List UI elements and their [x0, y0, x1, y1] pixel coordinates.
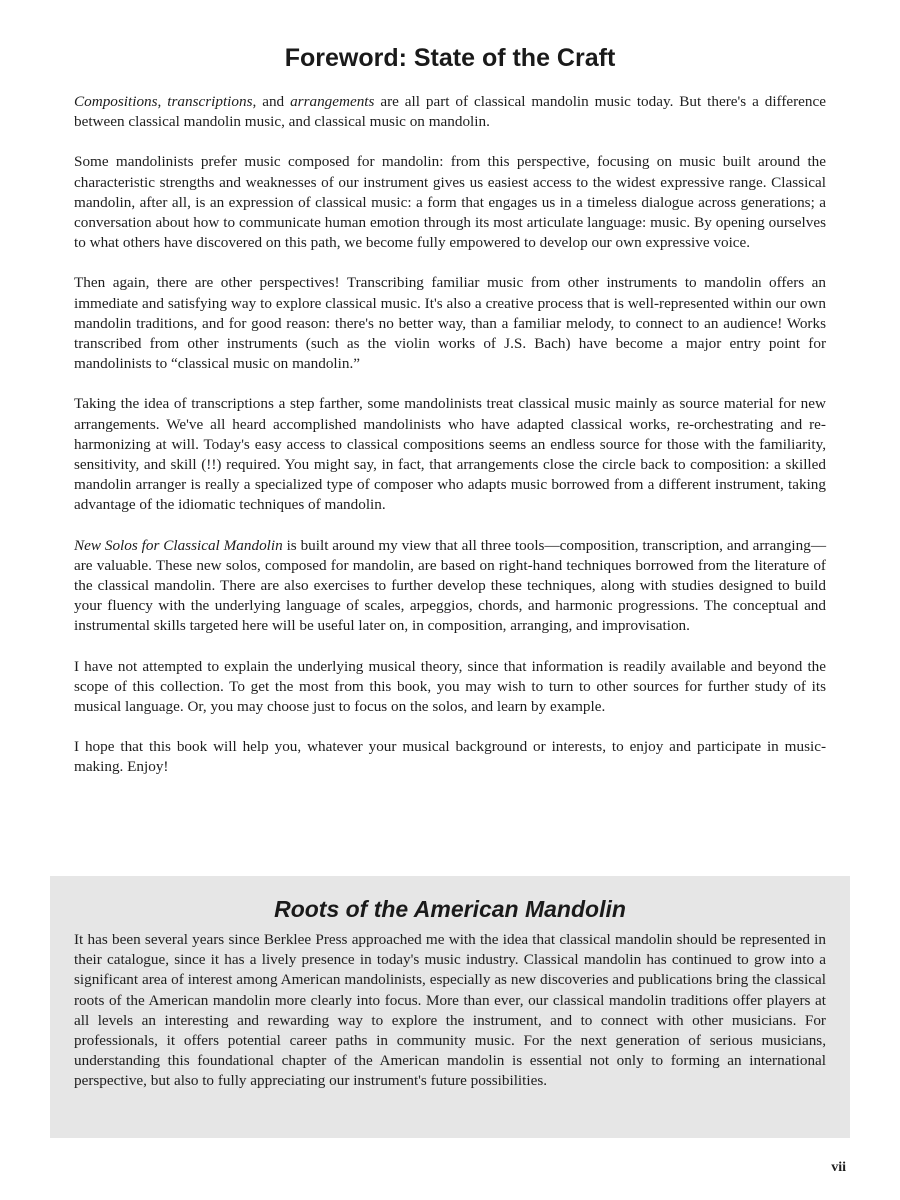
paragraph-1-text-c: are all part of classical mandolin music today. But there's a difference between classical mandolin music, and classical music on mandolin. [74, 93, 827, 131]
paragraph-1 [74, 92, 826, 132]
paragraph-1-text-a: , [157, 93, 168, 110]
paragraph-6: I have not attempted to explain the underlying musical theory, since that information is readily available and beyond the scope of this collection. To get the most from this book, you may wish to turn to other sources for further study of its musical language. Or, you may choose just to focus on the solos, and learn by example. [74, 657, 826, 716]
paragraph-3: Then again, there are other perspectives! Transcribing familiar music from other instruments to mandolin offers an immediate and satisfying way to explore classical music. It's also a creative process that is well-represented within our own mandolin traditions, and for good reason: there's no better way, than a familiar melody, to connect to an audience! Works transcribed from other instruments (such as the violin works of J.S. Bach) have become a major entry point for mandolinists to “classical music on mandolin.” [74, 274, 826, 373]
page-title: Foreword: State of the Craft [284, 44, 616, 72]
book-title-emphasis: New Solos for Classical Mandolin [74, 536, 283, 554]
sidebar-text: It has been several years since Berklee Press approached me with the idea that classical mandolin should be represented in their catalogue, since it has a lively presence in today's music industry. Classical mandolin has continued to grow into a significant area of interest among American mandolinists, especially as new discoveries and publications bring the classical roots of the American mandolin more clearly into focus. More than ever, our classical mandolin traditions offer players at all levels an interesting and rewarding way to explore the instrument, and to connect with other musicians. For professionals, it offers potential career paths in community music. For the next generation of serious musicians, understanding this foundational chapter of the American mandolin is essential not only to forming an international perspective, but also to fully appreciating our instrument's future possibilities. [74, 931, 826, 1090]
paragraph-1-text-b: , and [252, 93, 291, 110]
paragraph-5 [74, 536, 826, 637]
sidebar-title: Roots of the American Mandolin [274, 896, 626, 922]
paragraph-5-text: is built around my view that all three tools—composition, transcription, and arranging—are valuable. These new solos, composed for mandolin, are based on right-hand techniques borrowed from the literature of the classical mandolin. There are also exercises to further develop these techniques, along with studies designed to build your fluency with the underlying language of scales, arpeggios, chords, and harmonic progressions. The conceptual and instrumental skills targeted here will be useful later on, in composition, arranging, and improvisation. [74, 536, 827, 635]
page-number: vii [831, 1160, 846, 1175]
paragraph-2: Some mandolinists prefer music composed for mandolin: from this perspective, focusing on music built around the characteristic strengths and weaknesses of our instrument gives us easiest access to the widest expressive range. Classical mandolin, after all, is an expression of classical music: a form that engages us in a timeless dialogue across generations; a conversation about how to communicate human emotion through its most articulate language: music. By opening ourselves to what others have discovered on this path, we become fully empowered to develop our own expressive voice. [74, 153, 826, 252]
paragraph-7: I hope that this book will help you, whatever your musical background or interests, to enjoy and participate in music-making. Enjoy! [74, 738, 826, 776]
paragraph-4: Taking the idea of transcriptions a step farther, some mandolinists treat classical music mainly as source material for new arrangements. We've all heard accomplished mandolinists who have adapted classical works, re-orchestrating and re-harmonizing at will. Today's easy access to classical compositions seems an endless source for those with the familiarity, sensitivity, and skill (!!) required. You might say, in fact, that arrangements close the circle back to composition: a skilled mandolin arranger is really a specialized type of composer who adapts music borrowed from a different instrument, taking advantage of the idiomatic techniques of mandolin. [74, 395, 826, 514]
emphasis-arrangements: arrangements [290, 93, 375, 110]
emphasis-transcriptions: transcriptions [167, 93, 253, 110]
emphasis-compositions: Compositions [74, 93, 158, 110]
sidebar-box [50, 876, 850, 1138]
foreword-body [74, 92, 826, 798]
